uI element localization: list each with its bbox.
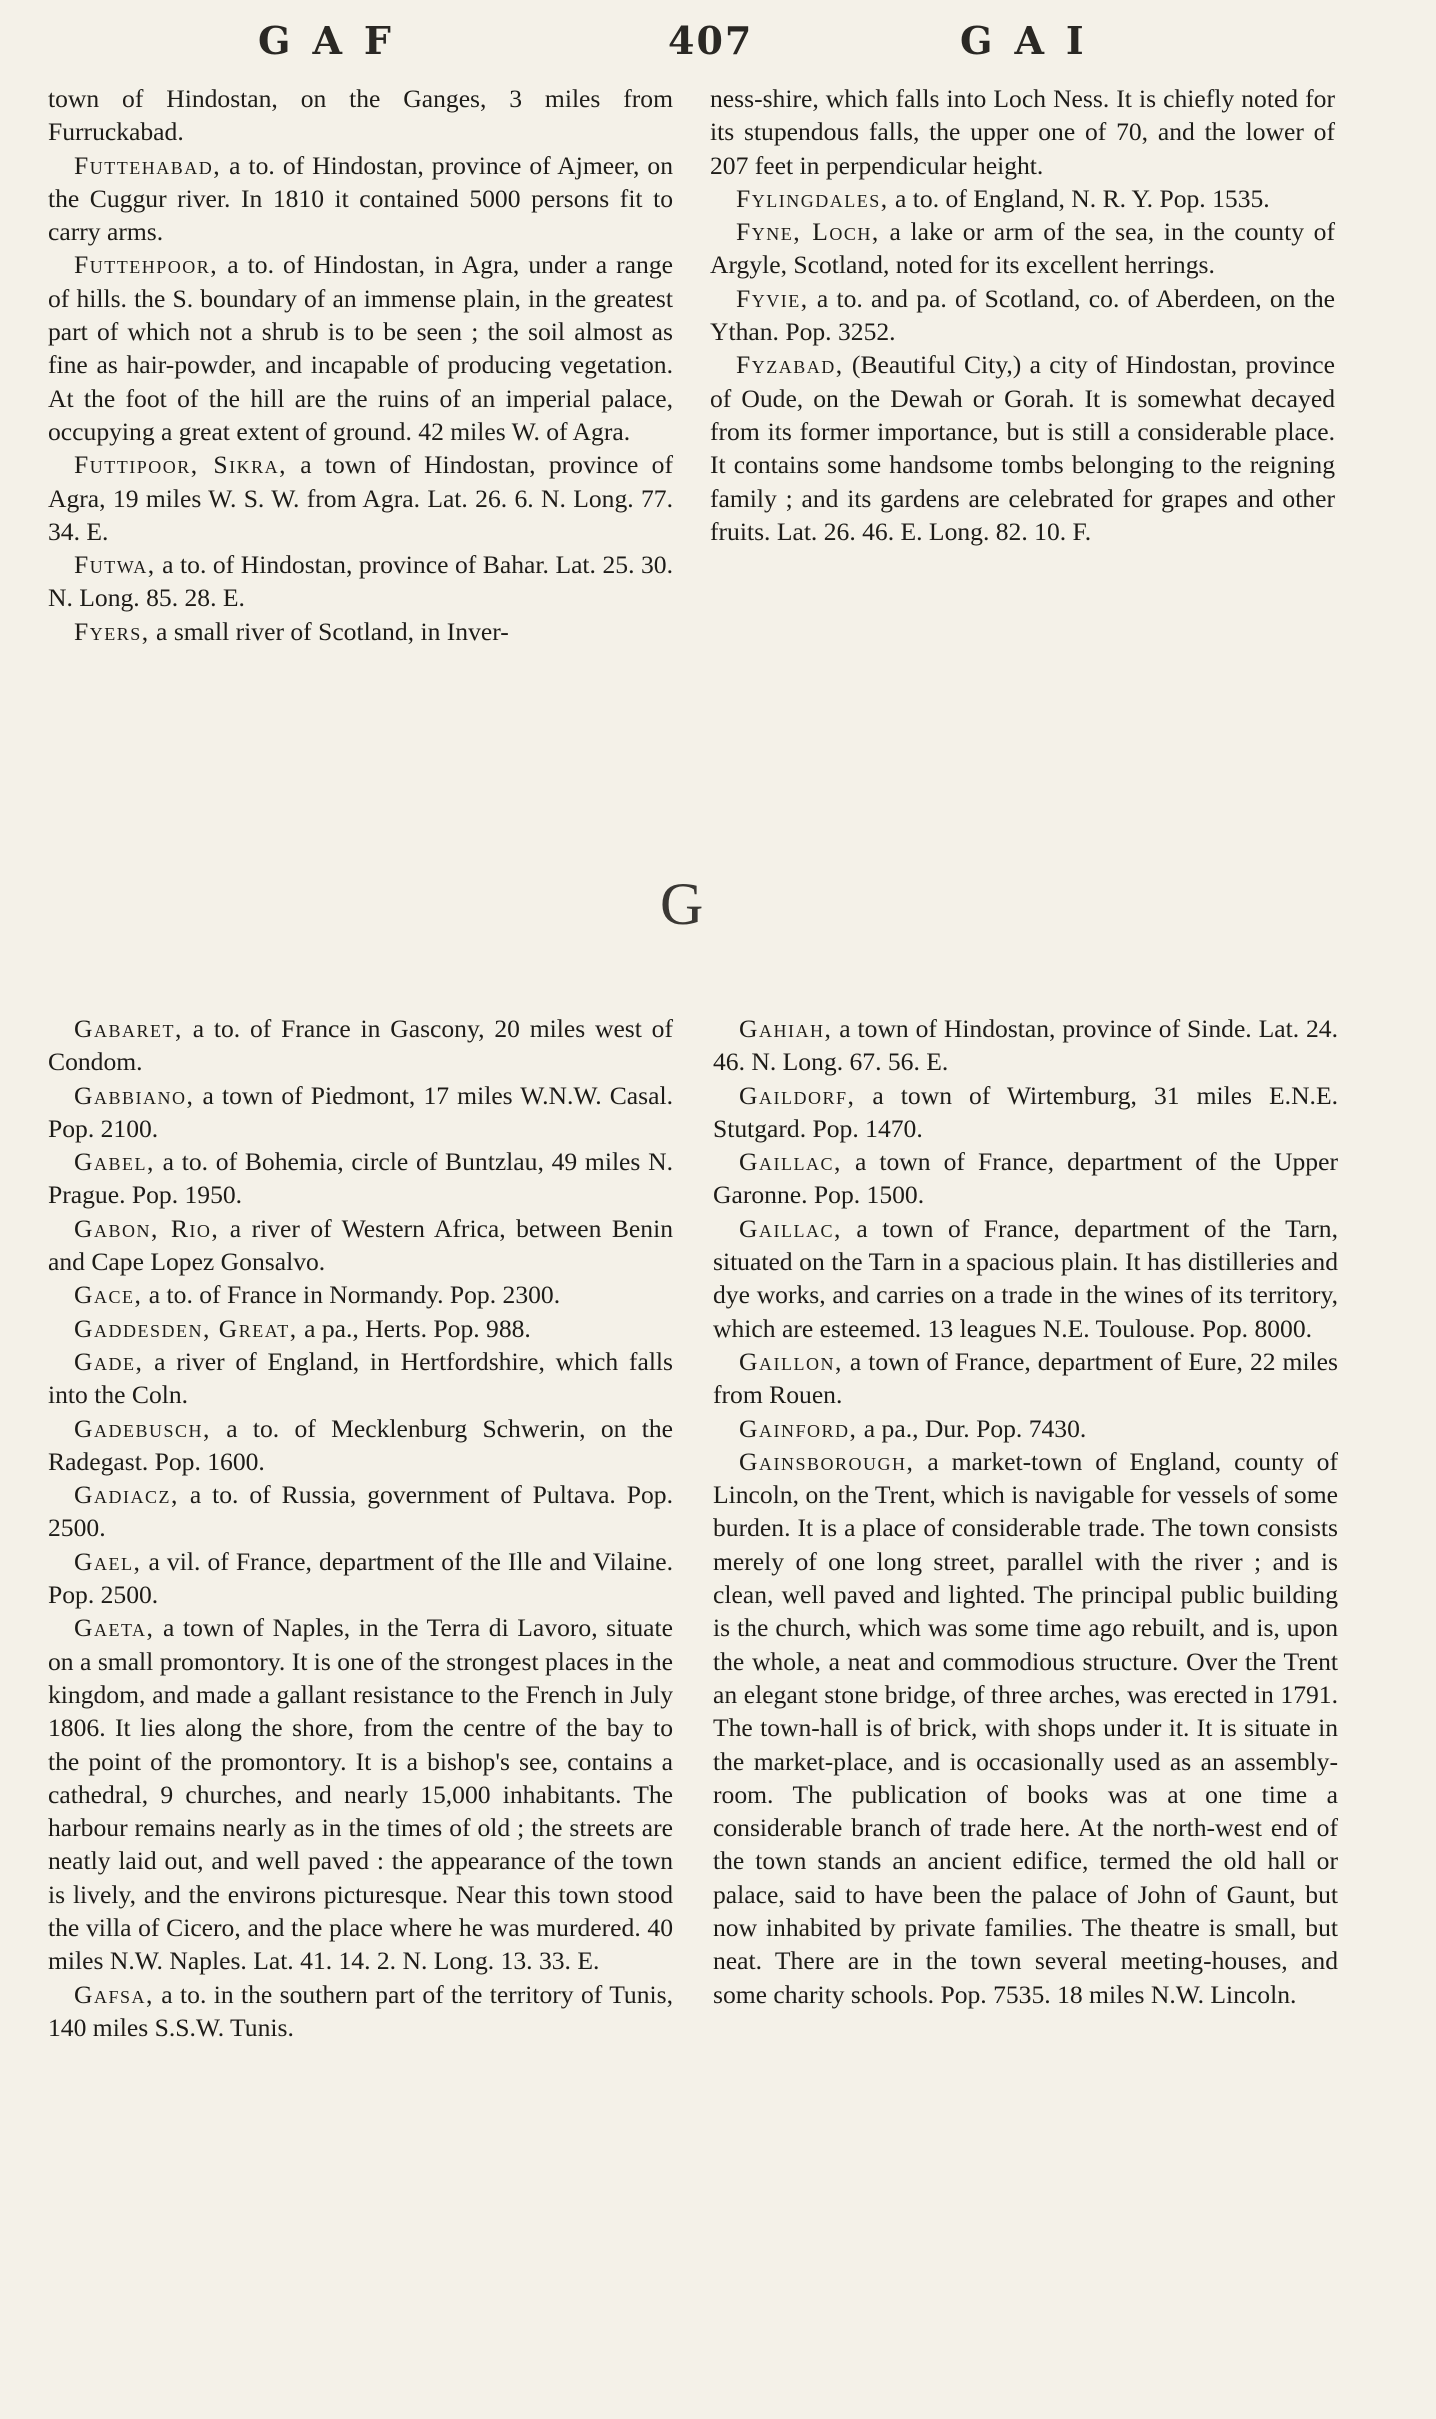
entry-text: a town of Piedmont, 17 miles W.N.W. Casal. Pop. 2100.: [48, 1080, 673, 1143]
gazetteer-entry: [48, 1345, 673, 1412]
entry-headword: Gadebusch,: [74, 1413, 211, 1443]
entry-headword: Fyers,: [74, 616, 150, 646]
gazetteer-entry: [713, 1212, 1338, 1345]
entry-text: a pa., Dur. Pop. 7430.: [857, 1413, 1087, 1443]
entry-headword: Gael,: [74, 1546, 142, 1576]
entry-headword: Gafsa,: [74, 1979, 154, 2009]
entry-headword: Futwa,: [74, 550, 156, 580]
entry-text: (Beautiful City,) a city of Hindostan, province of Oude, on the Dewah or Gorah. It is somewhat decayed from its former importance, but is still a considerable place. It contains some handsome tombs belonging to the reigning family ; and its gardens are celebrated for grapes and other fruits. Lat. 26. 46. E. Long. 82. 10. F.: [710, 350, 1335, 546]
gazetteer-entry: [713, 1412, 1338, 1445]
entry-text: a town of Wirtemburg, 31 miles E.N.E. Stutgard. Pop. 1470.: [713, 1080, 1338, 1143]
entry-text: a town of France, department of Eure, 22 miles from Rouen.: [713, 1346, 1338, 1410]
entry-text: a to. of Hindostan, in Agra, under a range of hills. the S. boundary of an immense plain, in the greatest part of which not a shrub is to be seen ; the soil almost as fine as hair-powder, and incapable of producing vegetation. At the foot of the hill are the ruins of an imperial palace, occupying a great extent of ground. 42 miles W. of Agra.: [48, 250, 673, 446]
entry-headword: Fyzabad,: [736, 350, 844, 380]
gazetteer-entry: [710, 348, 1335, 548]
entry-headword: Gabbiano,: [74, 1080, 195, 1110]
gazetteer-entry: [48, 149, 673, 249]
entry-headword: Gabaret,: [74, 1014, 183, 1043]
entry-headword: Futtehpoor,: [74, 250, 219, 280]
entry-text: a to. of Hindostan, province of Ajmeer, on the Cuggur river. In 1810 it contained 5000 persons fit to carry arms.: [48, 150, 673, 247]
entry-headword: Gahiah,: [739, 1014, 833, 1043]
entry-headword: Gainford,: [739, 1413, 858, 1443]
entry-text: a pa., Herts. Pop. 988.: [297, 1313, 531, 1343]
gazetteer-entry: [713, 1445, 1338, 2011]
entry-text: a lake or arm of the sea, in the county of Argyle, Scotland, noted for its excellent herrings.: [710, 217, 1335, 280]
entry-text: a market-town of England, county of Lincoln, on the Trent, which is navigable for vessels of some burden. It is a place of considerable trade. The town consists merely of one long street, parallel with the river ; and is clean, well paved and lighted. The principal public building is the church, which was some time ago rebuilt, and is, upon the whole, a neat and commodious structure. Over the Trent an elegant stone bridge, of three arches, was erected in 1791. The town-hall is of brick, with shops under it. It is situate in the market-place, and is occasionally used as an assembly-room. The publication of books was at one time a considerable branch of trade here. At the north-west end of the town stands an ancient edifice, termed the old hall or palace, said to have been the palace of John of Gaunt, but now inhabited by private families. The theatre is small, but neat. There are in the town several meeting-houses, and some charity schools. Pop. 7535. 18 miles N.W. Lincoln.: [713, 1446, 1338, 2009]
entry-headword: Gade,: [74, 1346, 144, 1376]
entry-text: a town of France, department of the Upper Garonne. Pop. 1500.: [713, 1147, 1338, 1210]
gazetteer-entry: [48, 1212, 673, 1279]
entry-text: a to. of Hindostan, province of Bahar. Lat. 25. 30. N. Long. 85. 28. E.: [48, 550, 673, 613]
entry-headword: Gaildorf,: [739, 1080, 856, 1110]
entry-text: town of Hindostan, on the Ganges, 3 miles from Furruckabad.: [48, 84, 673, 147]
entry-headword: Gabon, Rio,: [74, 1213, 220, 1243]
entry-text: a to. of France in Gascony, 20 miles west of Condom.: [48, 1014, 673, 1077]
gazetteer-entry: [48, 548, 673, 615]
gazetteer-entry: [48, 1145, 673, 1212]
entry-headword: Gace,: [74, 1280, 143, 1310]
gazetteer-entry: [48, 1611, 673, 1977]
entry-text: a to. and pa. of Scotland, co. of Aberdeen, on the Ythan. Pop. 3252.: [710, 283, 1335, 347]
gazetteer-entry: [710, 182, 1335, 215]
gazetteer-entry: [713, 1079, 1338, 1146]
entry-headword: Gabel,: [74, 1147, 155, 1177]
entry-headword: Fyne, Loch,: [736, 217, 880, 247]
entry-headword: Gainsborough,: [739, 1446, 915, 1476]
gazetteer-entry: [48, 1478, 673, 1545]
entry-text: a to. of Russia, government of Pultava. Pop. 2500.: [48, 1480, 673, 1543]
gazetteer-entry: [710, 82, 1335, 182]
entry-text: a to. of England, N. R. Y. Pop. 1535.: [888, 183, 1270, 213]
entry-headword: Futtipoor, Sikra,: [74, 450, 288, 480]
entry-text: a to. of Mecklenburg Schwerin, on the Radegast. Pop. 1600.: [48, 1413, 673, 1476]
gazetteer-entry: [48, 248, 673, 448]
entry-text: a town of Hindostan, province of Agra, 19 miles W. S. W. from Agra. Lat. 26. 6. N. Long. 77. 34. E.: [48, 450, 673, 546]
entry-text: a town of Naples, in the Terra di Lavoro, situate on a small promontory. It is one of the strongest places in the kingdom, and made a gallant resistance to the French in July 1806. It lies along the shore, from the centre of the bay to the point of the promontory. It is a bishop's see, contains a cathedral, 9 churches, and nearly 15,000 inhabitants. The harbour remains nearly as in the times of old ; the streets are neatly laid out, and well paved : the appearance of the town is lively, and the environs picturesque. Near this town stood the villa of Cicero, and the place where he was murdered. 40 miles N.W. Naples. Lat. 41. 14. 2. N. Long. 13. 33. E.: [48, 1613, 673, 1976]
entry-headword: Gaillac,: [739, 1213, 842, 1243]
gazetteer-entry: [713, 1145, 1338, 1212]
entry-text: a to. in the southern part of the territory of Tunis, 140 miles S.S.W. Tunis.: [48, 1979, 673, 2042]
entry-text: a river of England, in Hertfordshire, which falls into the Coln.: [48, 1346, 673, 1410]
entry-headword: Fylingdales,: [736, 183, 889, 213]
gazetteer-entry: [48, 448, 673, 548]
entry-text: a river of Western Africa, between Benin and Cape Lopez Gonsalvo.: [48, 1213, 673, 1277]
entry-text: a town of France, department of the Tarn, situated on the Tarn in a spacious plain. It has distilleries and dye works, and carries on a trade in the wines of its territory, which are esteemed. 13 leagues N.E. Toulouse. Pop. 8000.: [713, 1213, 1338, 1343]
gazetteer-entry: [48, 1278, 673, 1311]
entry-headword: Gadiacz,: [74, 1480, 179, 1510]
running-header: [0, 18, 1436, 66]
column-top-right: [710, 82, 1335, 548]
entry-headword: Fyvie,: [736, 283, 809, 313]
entry-text: ness-shire, which falls into Loch Ness. It is chiefly noted for its stupendous falls, the upper one of 70, and the lower of 207 feet in perpendicular height.: [710, 84, 1335, 180]
entry-text: a vil. of France, department of the Ille and Vilaine. Pop. 2500.: [48, 1546, 673, 1610]
gazetteer-entry: [710, 282, 1335, 349]
header-left-guide: GAF: [258, 18, 413, 63]
entry-text: a town of Hindostan, province of Sinde. Lat. 24. 46. N. Long. 67. 56. E.: [713, 1014, 1338, 1077]
gazetteer-entry: [48, 1545, 673, 1612]
gazetteer-entry: [710, 215, 1335, 282]
gazetteer-entry: [48, 615, 673, 648]
entry-text: a to. of Bohemia, circle of Buntzlau, 49 miles N. Prague. Pop. 1950.: [48, 1147, 673, 1210]
entry-headword: Futtehabad,: [74, 150, 222, 180]
entry-headword: Gaillac,: [739, 1147, 842, 1177]
gazetteer-entry: [713, 1012, 1338, 1079]
gazetteer-entry: [48, 1079, 673, 1146]
page-number: 407: [668, 18, 754, 63]
section-letter: G: [660, 871, 704, 937]
gazetteer-entry: [48, 1012, 673, 1079]
entry-headword: Gaeta,: [74, 1613, 155, 1643]
column-top-left: [48, 82, 673, 648]
column-bottom-left: [48, 1012, 673, 2044]
entry-text: a to. of France in Normandy. Pop. 2300.: [142, 1280, 561, 1310]
column-bottom-right: [713, 1012, 1338, 2011]
gazetteer-entry: [48, 1978, 673, 2045]
gazetteer-entry: [48, 1412, 673, 1479]
gazetteer-entry: [48, 82, 673, 149]
gazetteer-entry: [713, 1345, 1338, 1412]
entry-headword: Gaillon,: [739, 1346, 843, 1376]
entry-headword: Gaddesden, Great,: [74, 1313, 298, 1343]
gazetteer-entry: [48, 1312, 673, 1345]
entry-text: a small river of Scotland, in Inver-: [149, 616, 509, 646]
header-right-guide: GAI: [960, 18, 1106, 63]
